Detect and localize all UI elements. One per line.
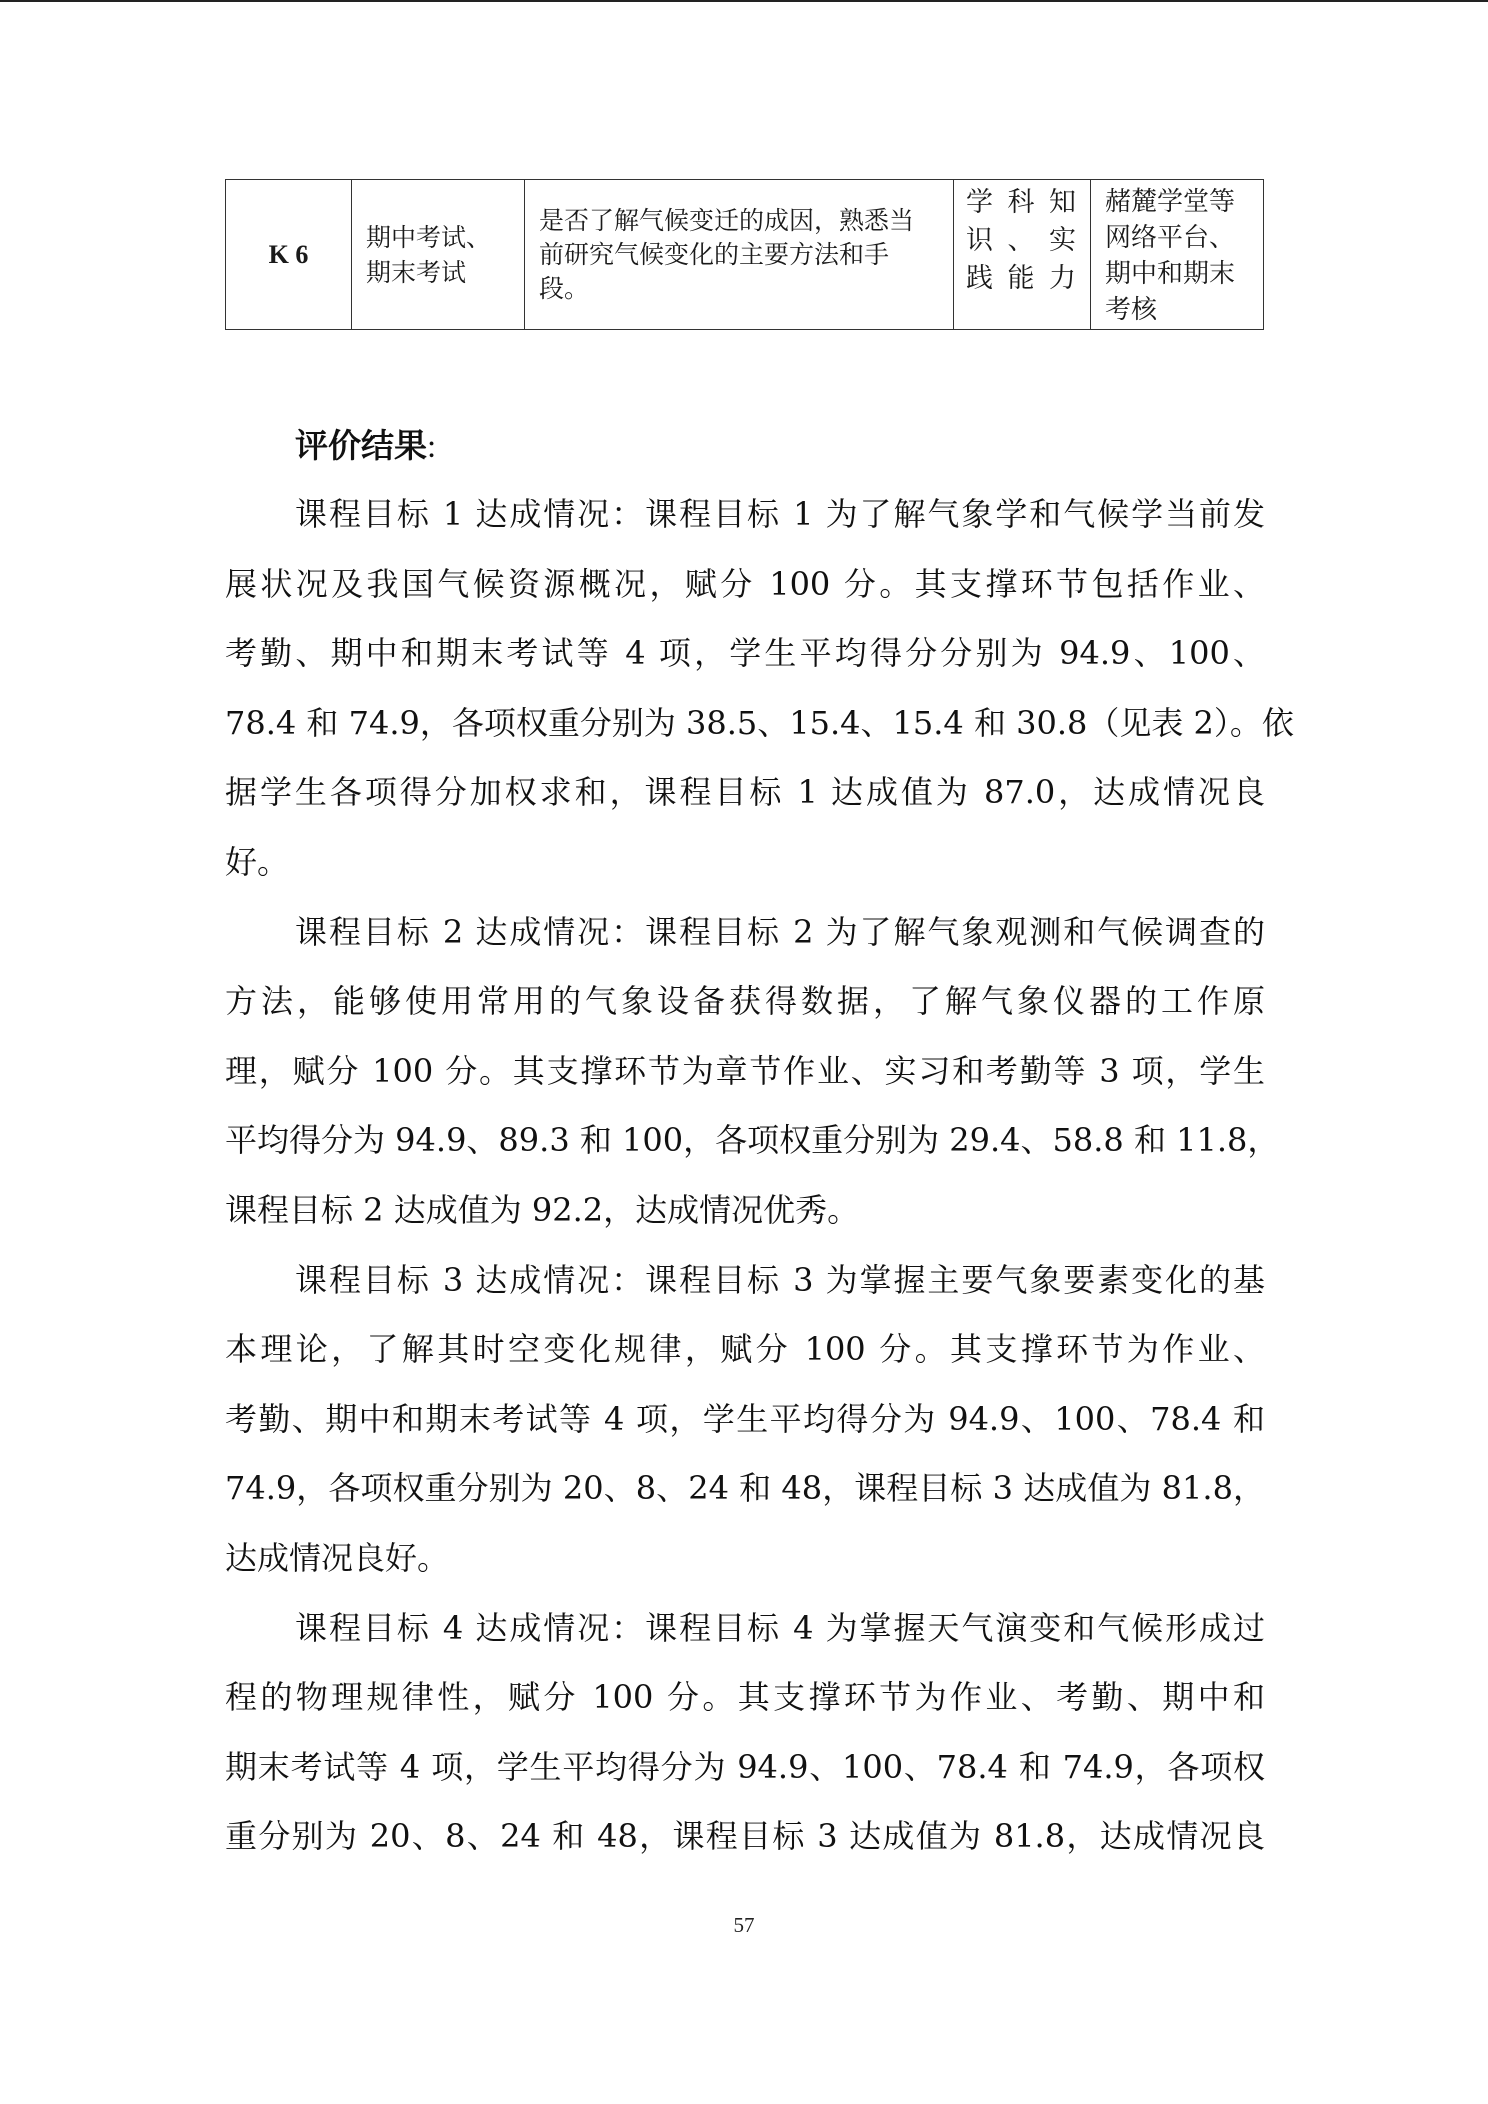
- text-line: 平均得分为 94.9、89.3 和 100，各项权重分别为 29.4、58.8 和 11.8，: [225, 1121, 1280, 1160]
- paragraph-goal-3: [225, 1246, 1265, 1594]
- text-line: 达成情况良好。: [225, 1538, 450, 1577]
- section-title: [225, 412, 1265, 480]
- cell-text: 识、实: [966, 225, 1078, 256]
- cell-text: 是否了解气候变迁的成因，熟悉当: [539, 205, 915, 235]
- assessment-table: [225, 179, 1264, 330]
- text-line: 课程目标 2 达成值为 92.2，达成情况优秀。: [225, 1190, 860, 1229]
- platform-cell: [1091, 180, 1264, 330]
- text-line: 78.4 和 74.9，各项权重分别为 38.5、15.4、15.4 和 30.8（见表 2）。依: [225, 703, 1294, 742]
- text-line: 考勤、期中和期末考试等 4 项，学生平均得分为 94.9、100、78.4 和: [225, 1399, 1265, 1438]
- cell-text: 段。: [539, 273, 590, 303]
- text-line: 展状况及我国气候资源概况，赋分 100 分。其支撑环节包括作业、: [225, 564, 1265, 603]
- text-line: 据学生各项得分加权求和，课程目标 1 达成值为 87.0，达成情况良: [225, 773, 1265, 812]
- text-line: 本理论，了解其时空变化规律，赋分 100 分。其支撑环节为作业、: [225, 1330, 1265, 1369]
- ability-cell: [954, 180, 1091, 330]
- text-line: 课程目标 2 达成情况：课程目标 2 为了解气象观测和气候调查的: [295, 912, 1265, 951]
- table-row: [226, 180, 1264, 330]
- page-number: 57: [733, 1913, 755, 1937]
- assessment-method-cell: [352, 180, 525, 330]
- text-line: 程的物理规律性，赋分 100 分。其支撑环节为作业、考勤、期中和: [225, 1678, 1265, 1717]
- goal-id-cell: K 6: [226, 180, 352, 330]
- cell-text: 践能力: [966, 263, 1078, 294]
- paragraph-goal-1: [225, 480, 1294, 898]
- page-top-border: [0, 0, 1488, 2]
- cell-text: 前研究气候变化的主要方法和手: [539, 239, 890, 269]
- cell-text: 期中考试、: [366, 222, 492, 252]
- cell-text: 赭麓学堂等: [1105, 187, 1236, 217]
- section-title-colon: :: [427, 429, 437, 465]
- text-line: 理，赋分 100 分。其支撑环节为章节作业、实习和考勤等 3 项，学生: [225, 1051, 1265, 1090]
- text-line: 课程目标 4 达成情况：课程目标 4 为掌握天气演变和气候形成过: [295, 1608, 1265, 1647]
- section-title-text: 评价结果: [295, 426, 427, 465]
- text-line: 考勤、期中和期末考试等 4 项，学生平均得分分别为 94.9、100、: [225, 634, 1265, 673]
- text-line: 好。: [225, 842, 290, 881]
- assessment-content-cell: [525, 180, 954, 330]
- text-line: 期末考试等 4 项，学生平均得分为 94.9、100、78.4 和 74.9，各项权: [225, 1747, 1265, 1786]
- cell-text: 学科知: [966, 187, 1078, 218]
- text-line: 课程目标 3 达成情况：课程目标 3 为掌握主要气象要素变化的基: [295, 1260, 1265, 1299]
- results-section: [225, 412, 1294, 1872]
- cell-text: 期中和期末: [1105, 259, 1236, 289]
- text-line: 课程目标 1 达成情况：课程目标 1 为了解气象学和气候学当前发: [295, 495, 1265, 533]
- text-line: 方法，能够使用常用的气象设备获得数据，了解气象仪器的工作原: [225, 982, 1265, 1021]
- cell-text: 考核: [1105, 295, 1158, 325]
- cell-text: 期末考试: [366, 257, 467, 287]
- cell-text: 网络平台、: [1105, 223, 1236, 253]
- text-line: 重分别为 20、8、24 和 48，课程目标 3 达成值为 81.8，达成情况良: [225, 1817, 1265, 1856]
- paragraph-goal-2: [225, 898, 1280, 1246]
- text-line: 74.9，各项权重分别为 20、8、24 和 48，课程目标 3 达成值为 81.8，: [225, 1469, 1265, 1508]
- paragraph-goal-4: [225, 1594, 1265, 1872]
